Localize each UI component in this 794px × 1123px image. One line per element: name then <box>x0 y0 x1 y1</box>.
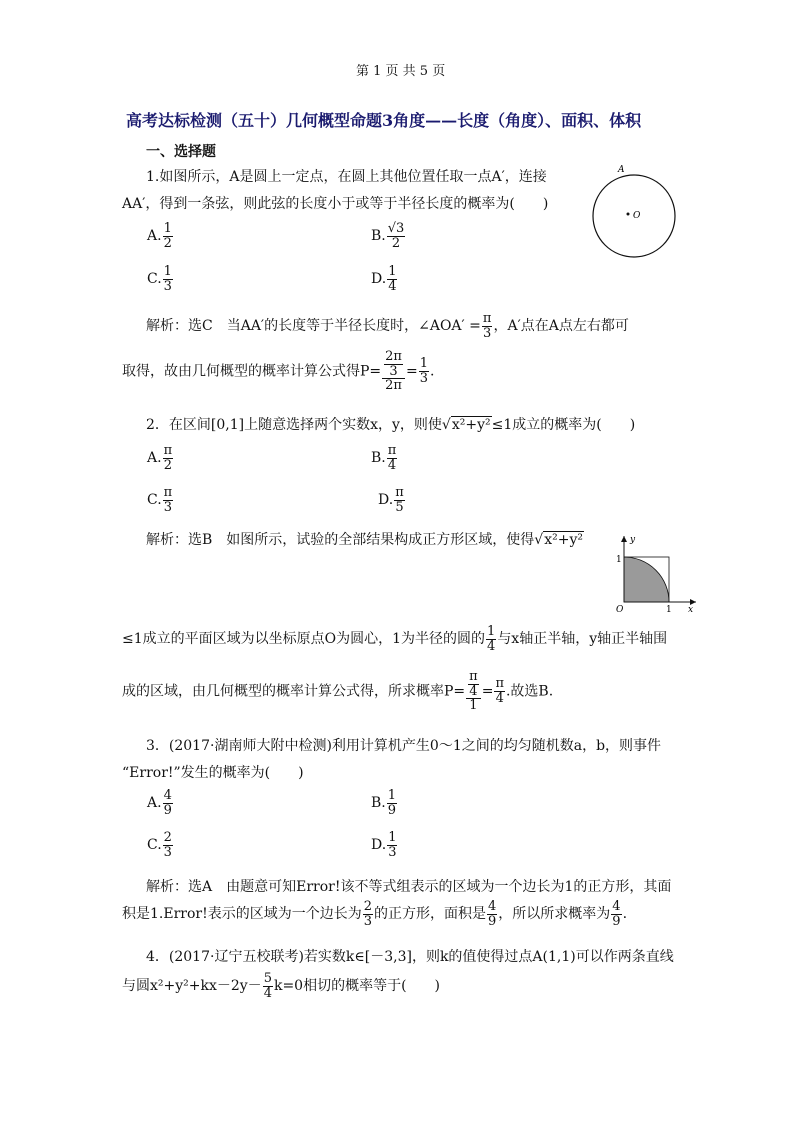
q3-option-a: A. $\frac{4}{9}$ <box>147 788 172 818</box>
x-tick-1: 1 <box>666 605 672 614</box>
q3-solution-line1: 解析：选A 由题意可知Error!该不等式组表示的区域为一个边长为1的正方形，其面 <box>146 879 672 895</box>
q2-solution-line1: 解析：选B 如图所示，试验的全部结果构成正方形区域，使得√x²+y² <box>146 532 583 548</box>
page-header: 第 1 页 共 5 页 <box>356 64 446 79</box>
q3-solution-line2: 积是1.Error!表示的区域为一个边长为 $\frac{2}{3}$ 的正方形，面积是 $\frac{4}{9}$ ，所以所求概率为 $\frac{4}{9}$ . <box>122 899 628 929</box>
q3-option-b: B. $\frac{1}{9}$ <box>371 788 397 818</box>
y-axis-arrow <box>621 536 627 542</box>
y-label: y <box>630 535 636 545</box>
point-o-label: O <box>633 211 641 221</box>
quarter-circle-figure <box>604 532 700 614</box>
q2-option-b: B. $\frac{\pi}{4}$ <box>371 443 397 473</box>
q4-stem-line1: 4．(2017·辽宁五校联考)若实数k∈[－3,3]，则k的值使得过点A(1,1)可以作两条直线 <box>146 949 674 965</box>
q1-option-c: C. $\frac{1}{3}$ <box>147 264 172 294</box>
q1-solution-line1: 解析：选C 当AA′的长度等于半径长度时，∠AOA′ = $\frac{\pi}{3}$ ，A′点在A点左右都可 <box>146 311 629 341</box>
q1-stem-line1: 1.如图所示，A是圆上一定点，在圆上其他位置任取一点A′，连接 <box>146 169 547 185</box>
q3-option-c: C. $\frac{2}{3}$ <box>147 830 172 860</box>
q1-solution-line2: 取得，故由几何概型的概率计算公式得P= $\frac{\frac{2\pi}{3}}{2\pi}$ = $\frac{1}{3}$ . <box>122 349 435 394</box>
section-heading: 一、选择题 <box>146 144 216 160</box>
q3-option-d: D. $\frac{1}{3}$ <box>371 830 397 860</box>
origin-label: O <box>616 605 624 614</box>
q1-stem-line2: AA′，得到一条弦，则此弦的长度小于或等于半径长度的概率为( ) <box>122 196 549 212</box>
q2-option-a: A. $\frac{\pi}{2}$ <box>147 443 173 473</box>
q2-solution-line3: 成的区域，由几何概型的概率计算公式得，所求概率P= $\frac{\frac{\pi}{4}}{1}$ = $\frac{\pi}{4}$ .故选B. <box>122 669 554 714</box>
quarter-circle-region <box>624 557 669 602</box>
point-a-label: A <box>618 165 625 175</box>
q3-stem-line1: 3．(2017·湖南师大附中检测)利用计算机产生0～1之间的均匀随机数a，b，则事件 <box>146 738 662 754</box>
q1-option-a: A. $\frac{1}{2}$ <box>147 221 172 251</box>
q4-stem-line2: 与圆x²+y²+kx－2y－ $\frac{5}{4}$ k=0相切的概率等于( ) <box>122 971 441 1001</box>
q1-option-d: D. $\frac{1}{4}$ <box>371 264 397 294</box>
circle-figure <box>586 162 686 258</box>
x-label: x <box>688 605 694 614</box>
q2-option-c: C. $\frac{\pi}{3}$ <box>147 485 173 515</box>
y-tick-1: 1 <box>616 555 622 565</box>
q1-option-b: B. $\frac{√3}{2}$ <box>371 221 405 251</box>
q2-solution-line2: ≤1成立的平面区域为以坐标原点O为圆心，1为半径的圆的 $\frac{1}{4}$ 与x轴正半轴，y轴正半轴围 <box>122 624 668 654</box>
q2-option-d: D. $\frac{\pi}{5}$ <box>378 485 404 515</box>
page-title: 高考达标检测（五十）几何概型命题3角度——长度（角度）、面积、体积 <box>126 111 642 130</box>
q2-stem: 2．在区间[0,1]上随意选择两个实数x，y，则使√x²+y²≤1成立的概率为( ) <box>146 417 636 433</box>
q3-stem-line2: “Error!”发生的概率为( ) <box>122 765 304 781</box>
center-point <box>627 213 630 216</box>
